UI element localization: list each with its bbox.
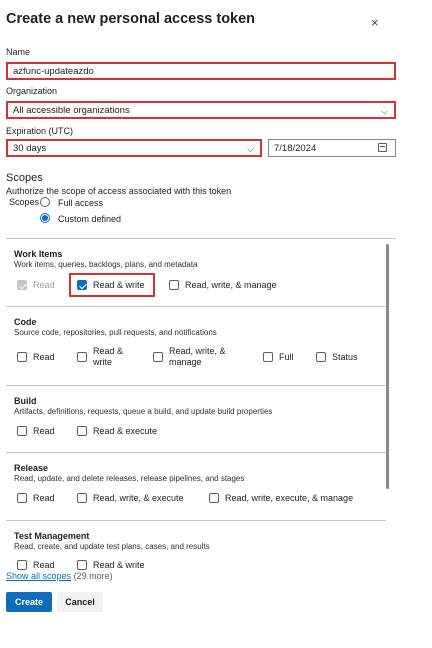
release-read-label: Read xyxy=(33,493,55,503)
code-manage-line2: manage xyxy=(169,357,202,367)
show-all-scopes xyxy=(6,571,113,581)
cancel-button[interactable]: Cancel xyxy=(57,592,103,612)
build-read-execute-checkbox[interactable] xyxy=(77,426,87,436)
test-read-checkbox[interactable] xyxy=(17,560,27,570)
name-input[interactable] xyxy=(6,62,396,80)
organization-label: Organization xyxy=(6,86,58,96)
section-title: Work Items xyxy=(14,249,63,259)
work-items-manage-checkbox[interactable] xyxy=(169,280,179,290)
scopes-panel xyxy=(6,238,396,570)
code-read-checkbox[interactable] xyxy=(17,352,27,362)
organization-select[interactable] xyxy=(6,101,396,119)
code-status-label: Status xyxy=(332,352,358,362)
section-title: Release xyxy=(14,463,49,473)
section-description: Read, update, and delete releases, release pipelines, and stages xyxy=(14,474,245,483)
release-read-checkbox[interactable] xyxy=(17,493,27,503)
code-read-write-label xyxy=(93,346,123,368)
code-read-label: Read xyxy=(33,352,55,362)
code-read-write-line2: write xyxy=(93,357,113,367)
work-items-read-write-label: Read & write xyxy=(93,280,145,290)
create-button[interactable]: Create xyxy=(6,592,52,612)
code-read-write-line1: Read & xyxy=(93,346,124,356)
section-description: Artifacts, definitions, requests, queue a build, and update build properties xyxy=(14,407,273,416)
dialog-title: Create a new personal access token xyxy=(6,11,256,27)
section-description: Source code, repositories, pull requests, and notifications xyxy=(14,328,217,337)
build-read-checkbox[interactable] xyxy=(17,426,27,436)
custom-defined-radio[interactable] xyxy=(40,213,50,223)
release-execute-label: Read, write, & execute xyxy=(93,493,184,503)
test-read-write-checkbox[interactable] xyxy=(77,560,87,570)
scope-section-code xyxy=(6,307,386,386)
work-items-manage-label: Read, write, & manage xyxy=(185,280,277,290)
work-items-read-write-checkbox[interactable] xyxy=(77,280,87,290)
release-manage-checkbox[interactable] xyxy=(209,493,219,503)
code-read-write-checkbox[interactable] xyxy=(77,352,87,362)
scope-section-build xyxy=(6,386,386,453)
expiration-date-value: 7/18/2024 xyxy=(274,142,317,154)
expiration-select-value: 30 days xyxy=(13,142,47,154)
test-read-write-label: Read & write xyxy=(93,560,145,570)
scopes-heading: Scopes xyxy=(6,172,43,184)
organization-select-value: All accessible organizations xyxy=(13,104,130,116)
full-access-label: Full access xyxy=(58,198,104,208)
expiration-label: Expiration (UTC) xyxy=(6,126,74,136)
code-full-checkbox[interactable] xyxy=(263,352,273,362)
scopes-radio-label: Scopes xyxy=(9,197,40,207)
work-items-read-checkbox xyxy=(17,280,27,290)
scope-section-work-items xyxy=(6,239,386,307)
code-status-checkbox[interactable] xyxy=(316,352,326,362)
custom-defined-label: Custom defined xyxy=(58,214,122,224)
expiration-date-input[interactable] xyxy=(268,139,396,157)
close-icon[interactable]: × xyxy=(371,15,379,30)
calendar-icon[interactable] xyxy=(378,143,387,152)
name-label: Name xyxy=(6,47,31,57)
more-scopes-count: (29 more) xyxy=(73,571,113,581)
expiration-select[interactable] xyxy=(6,139,262,157)
name-input-value: azfunc-updateazdo xyxy=(13,65,94,77)
show-all-scopes-link[interactable]: Show all scopes xyxy=(6,571,72,581)
code-full-label: Full xyxy=(279,352,294,362)
section-title: Code xyxy=(14,317,37,327)
chevron-down-icon: ⌵ xyxy=(247,144,254,154)
code-manage-line1: Read, write, & xyxy=(169,346,226,356)
code-manage-checkbox[interactable] xyxy=(153,352,163,362)
chevron-down-icon: ⌵ xyxy=(381,106,388,116)
section-title: Test Management xyxy=(14,531,90,541)
release-execute-checkbox[interactable] xyxy=(77,493,87,503)
full-access-radio[interactable] xyxy=(40,197,50,207)
section-title: Build xyxy=(14,396,37,406)
work-items-read-label: Read xyxy=(33,280,55,290)
build-read-execute-label: Read & execute xyxy=(93,426,158,436)
scopes-scrollbar[interactable] xyxy=(386,244,389,489)
code-manage-label xyxy=(169,346,226,368)
test-read-label: Read xyxy=(33,560,55,570)
scopes-description: Authorize the scope of access associated with this token xyxy=(6,186,232,196)
scope-section-release xyxy=(6,453,386,521)
release-manage-label: Read, write, execute, & manage xyxy=(225,493,354,503)
build-read-label: Read xyxy=(33,426,55,436)
section-description: Read, create, and update test plans, cases, and results xyxy=(14,542,210,551)
section-description: Work items, queries, backlogs, plans, and metadata xyxy=(14,260,198,269)
